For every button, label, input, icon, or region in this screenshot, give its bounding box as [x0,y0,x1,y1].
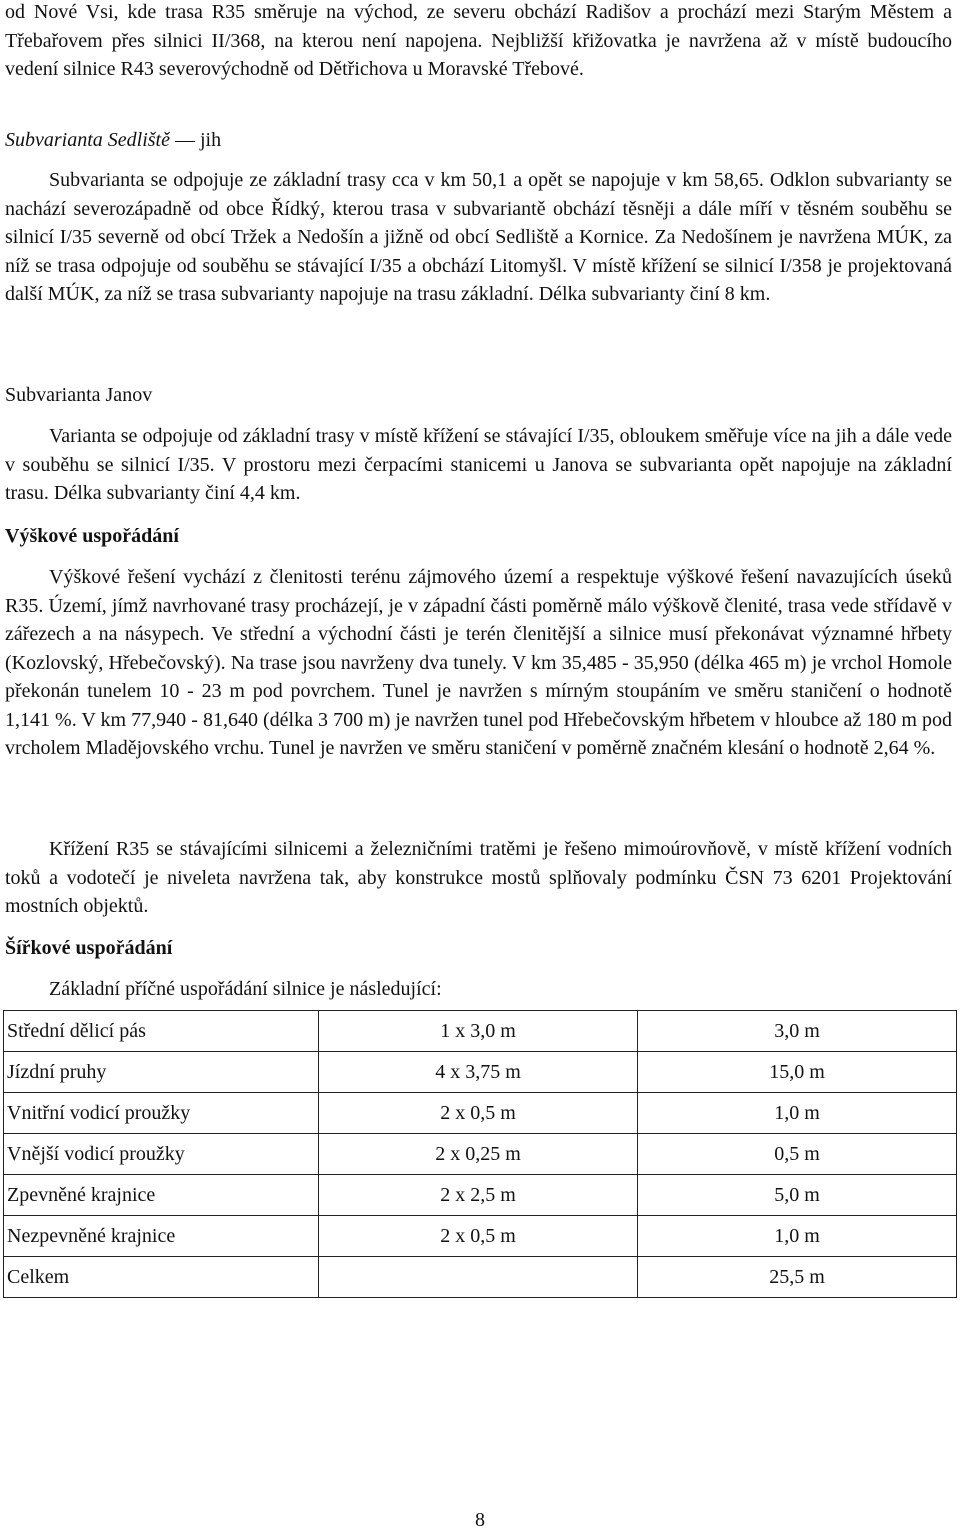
table-cell-width: 0,5 m [638,1134,957,1175]
table-cell-label: Zpevněné krajnice [4,1175,319,1216]
table-row [4,1216,957,1257]
table-cell-dimension: 2 x 0,25 m [319,1134,638,1175]
table-row [4,1011,957,1052]
table-row [4,1093,957,1134]
paragraph-vyskove: Výškové řešení vychází z členitosti terénu zájmového území a respektuje výškové řešení navazujících úseků R35. Území, jímž navrhované trasy procházejí, je v západní části poměrně málo výškově členité, trasa vede střídavě v zářezech a na násypech. Ve střední a východní části je terén členitější a silnice musí překonávat významné hřbety (Kozlovský, Hřebečovský). Na trase jsou navrženy dva tunely. V km 35,485 - 35,950 (délka 465 m) je vrchol Homole překonán tunelem 10 - 23 m pod povrchem. Tunel je navržen s mírným stoupáním ve směru staničení o hodnotě 1,141 %. V km 77,940 - 81,640 (délka 3 700 m) je navržen tunel pod Hřebečovským hřbetem v hloubce až 180 m pod vrcholem Mladějovského vrchu. Tunel je navržen ve směru staničení v poměrně značném klesání o hodnotě 2,64 %. [5,566,952,759]
table-cell-dimension: 2 x 0,5 m [319,1093,638,1134]
table-cell-width: 3,0 m [638,1011,957,1052]
paragraph-krizeni: Křížení R35 se stávajícími silnicemi a železničními tratěmi je řešeno mimoúrovňově, v místě křížení vodních toků a vodotečí je niveleta navržena tak, aby konstrukce mostů splňovaly podmínku ČSN 73 6201 Projektování mostních objektů. [5,838,952,917]
paragraph-intro: od Nové Vsi, kde trasa R35 směruje na východ, ze severu obchází Radišov a prochází mezi Starým Městem a Třebařovem přes silnici II/368, na kterou není napojena. Nejbližší křižovatka je navržena až v místě budoucího vedení silnice R43 severovýchodně od Dětřichova u Moravské Třebové. [5,1,952,80]
heading-vyskove: Výškové uspořádání [5,525,179,547]
subheading-sedliste-suffix: — jih [169,129,222,151]
table-row [4,1134,957,1175]
table-cell-width: 1,0 m [638,1093,957,1134]
table-cell-label: Jízdní pruhy [4,1052,319,1093]
table-cell-dimension [319,1257,638,1298]
table-cell-label: Vnitřní vodicí proužky [4,1093,319,1134]
heading-sirkove: Šířkové uspořádání [5,937,173,959]
table-row [4,1052,957,1093]
cross-section-table [3,1010,957,1298]
table-cell-label: Vnější vodicí proužky [4,1134,319,1175]
table-cell-width: 25,5 m [638,1257,957,1298]
paragraph-janov: Varianta se odpojuje od základní trasy v místě křížení se stávající I/35, obloukem směřuje více na jih a dále vede v souběhu se silnicí I/35. V prostoru mezi čerpacími stanicemi u Janova se subvarianta opět napojuje na základní trasu. Délka subvarianty činí 4,4 km. [5,425,952,504]
subheading-janov: Subvarianta Janov [5,384,153,406]
table-cell-dimension: 2 x 0,5 m [319,1216,638,1257]
table-cell-dimension: 1 x 3,0 m [319,1011,638,1052]
table-cell-width: 1,0 m [638,1216,957,1257]
table-cell-label: Celkem [4,1257,319,1298]
page-number: 8 [475,1509,485,1531]
table-cell-label: Střední dělicí pás [4,1011,319,1052]
table-cell-width: 15,0 m [638,1052,957,1093]
subheading-sedliste-title: Subvarianta Sedliště [5,129,170,151]
table-cell-dimension: 4 x 3,75 m [319,1052,638,1093]
paragraph-sedliste: Subvarianta se odpojuje ze základní trasy cca v km 50,1 a opět se napojuje v km 58,65. Odklon subvarianty se nachází severozápadně od obce Řídký, kterou trasa v subvariantě obchází těsněji a dále míří v těsném souběhu se silnicí I/35 severně od obcí Tržek a Nedošín a jižně od obcí Sedliště a Kornice. Za Nedošínem je navržena MÚK, za níž se trasa odpojuje od souběhu se stávající I/35 a obchází Litomyšl. V místě křížení se silnicí I/358 je projektovaná další MÚK, za níž se trasa subvarianty napojuje na trasu základní. Délka subvarianty činí 8 km. [5,169,952,305]
table-cell-width: 5,0 m [638,1175,957,1216]
table-cell-dimension: 2 x 2,5 m [319,1175,638,1216]
table-cell-label: Nezpevněné krajnice [4,1216,319,1257]
paragraph-sirkove: Základní příčné uspořádání silnice je následující: [49,978,442,1000]
table-row [4,1257,957,1298]
table-row [4,1175,957,1216]
subheading-sedliste [5,126,221,155]
